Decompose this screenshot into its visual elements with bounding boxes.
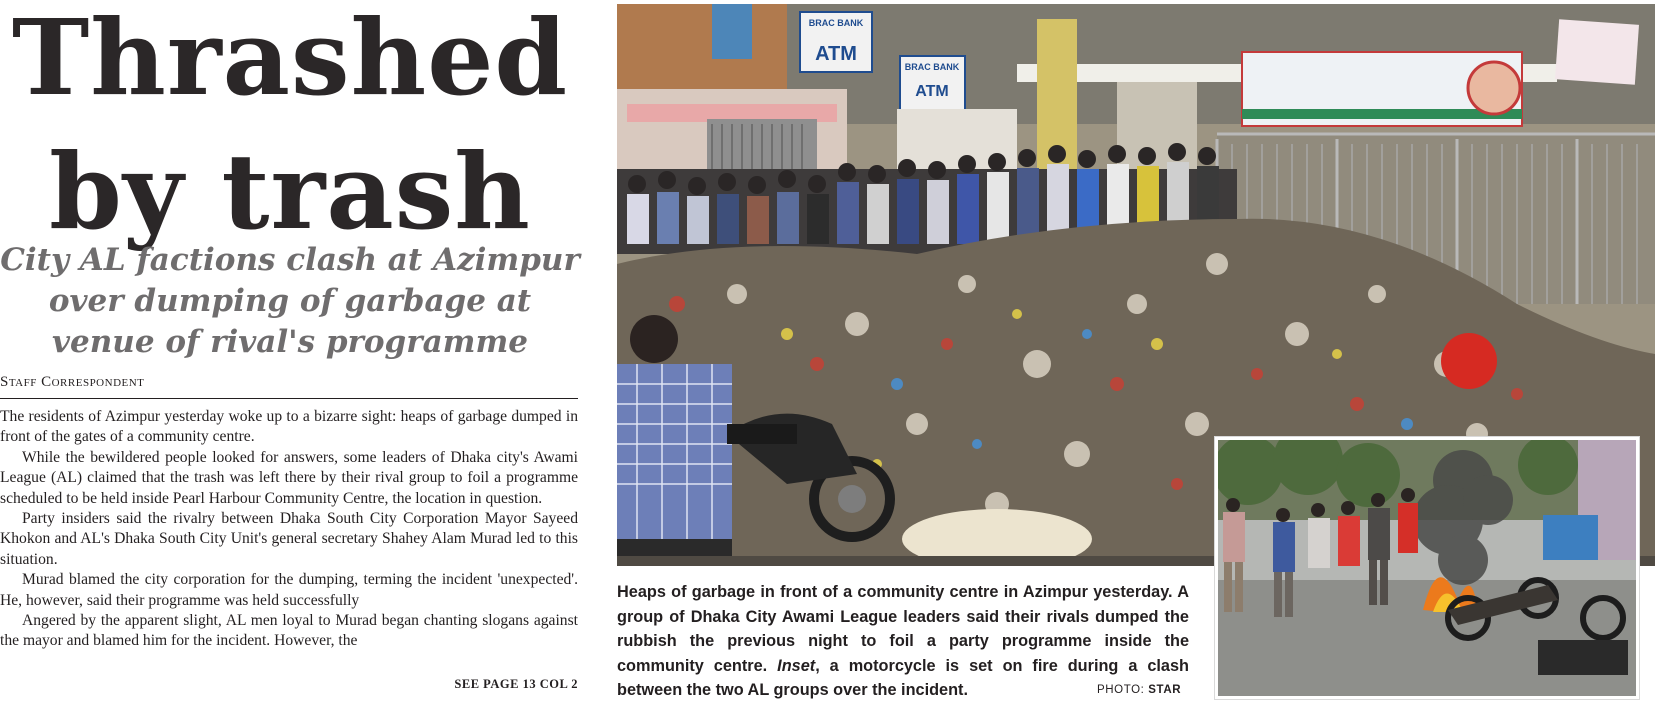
photo-credit — [1097, 684, 1181, 696]
subhead-line-3: venue of rival's programme — [52, 324, 528, 360]
continued-jump-line: SEE PAGE 13 COL 2 — [454, 677, 578, 691]
paragraph: The residents of Azimpur yesterday woke up to a bizarre sight: heaps of garbage dumped in front of the gates of a community centre. — [0, 408, 578, 446]
atm-sign-2: ATM — [915, 83, 949, 100]
headline — [0, 0, 580, 254]
bank-sign-1: BRAC BANK — [808, 18, 864, 28]
paragraph: Angered by the apparent slight, AL men loyal to Murad began chanting slogans against the mayor and blamed him for the incident. However, the — [0, 612, 578, 650]
article-body — [0, 407, 578, 652]
byline-rule — [0, 398, 578, 399]
caption-text-continued: , a motorcycle is set on fire during a clash between the two AL groups over the incident. — [617, 656, 1189, 700]
subhead-line-1: City AL factions clash at Azimpur — [0, 242, 580, 278]
subhead-line-2: over dumping of garbage at — [48, 283, 532, 319]
headline-line-1: Thrashed — [11, 0, 569, 119]
credit-label: PHOTO: — [1097, 684, 1149, 696]
bank-sign-2: BRAC BANK — [904, 62, 960, 72]
inset-photo — [1215, 437, 1639, 699]
caption-text: Heaps of garbage in front of a community centre in Azimpur yesterday. A group of Dhaka City Awami League leaders said their rivals dumped the rubbish the previous night to foil a party programme inside the community centre. — [617, 583, 1189, 675]
byline: Staff Correspondent — [0, 374, 145, 390]
credit-source: STAR — [1148, 684, 1182, 696]
atm-sign-1: ATM — [815, 43, 857, 65]
subheadline — [0, 240, 580, 363]
paragraph: Party insiders said the rivalry between Dhaka South City Corporation Mayor Sayeed Khokon and AL's Dhaka South City Unit's general secretary Shahey Alam Murad led to this situation. — [0, 510, 578, 568]
paragraph: Murad blamed the city corporation for the dumping, terming the incident 'unexpected'. He, however, said their programme was held successfully — [0, 571, 578, 609]
caption-inset-label: Inset — [777, 656, 816, 675]
headline-line-2: by trash — [49, 130, 531, 253]
paragraph: While the bewildered people looked for answers, some leaders of Dhaka city's Awami League (AL) claimed that the trash was left there by their rival group to foil a programme scheduled to be held inside Pearl Harbour Community Centre, the location in question. — [0, 448, 578, 507]
